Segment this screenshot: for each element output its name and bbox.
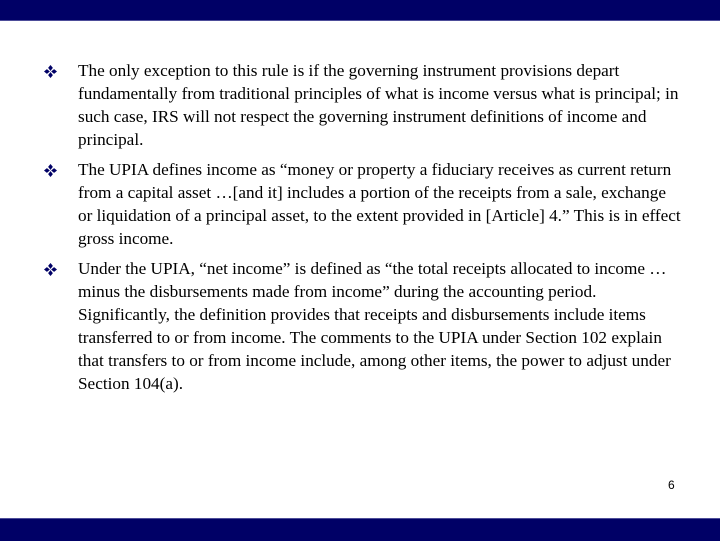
four-diamond-bullet-icon <box>44 65 57 78</box>
bullet-text: Under the UPIA, “net income” is defined as “the total receipts allocated to income … minus the disbursements made from income” during the accounting period. Significantly, the definition provides that receipts and disbursements include items transferred to or from income. The comments to the UPIA under Section 102 explain that transfers to or from income include, among other items, the power to adjust under Section 104(a). <box>78 259 671 393</box>
four-diamond-bullet-icon <box>44 263 57 276</box>
top-band <box>0 0 720 21</box>
page-number: 6 <box>668 478 675 492</box>
bullet-item <box>44 59 684 151</box>
four-diamond-bullet-icon <box>44 164 57 177</box>
bullet-item <box>44 158 684 250</box>
bullet-text: The UPIA defines income as “money or property a fiduciary receives as current return from a capital asset …[and it] includes a portion of the receipts from a sale, exchange or liquidation of a principal asset, to the extent provided in [Article] 4.” This is in effect gross income. <box>78 160 681 248</box>
bottom-band <box>0 518 720 541</box>
bullet-list <box>44 59 684 402</box>
bullet-text: The only exception to this rule is if the governing instrument provisions depart fundamentally from traditional principles of what is income versus what is principal; in such case, IRS will not respect the governing instrument definitions of income and principal. <box>78 61 679 149</box>
bullet-item <box>44 257 684 395</box>
